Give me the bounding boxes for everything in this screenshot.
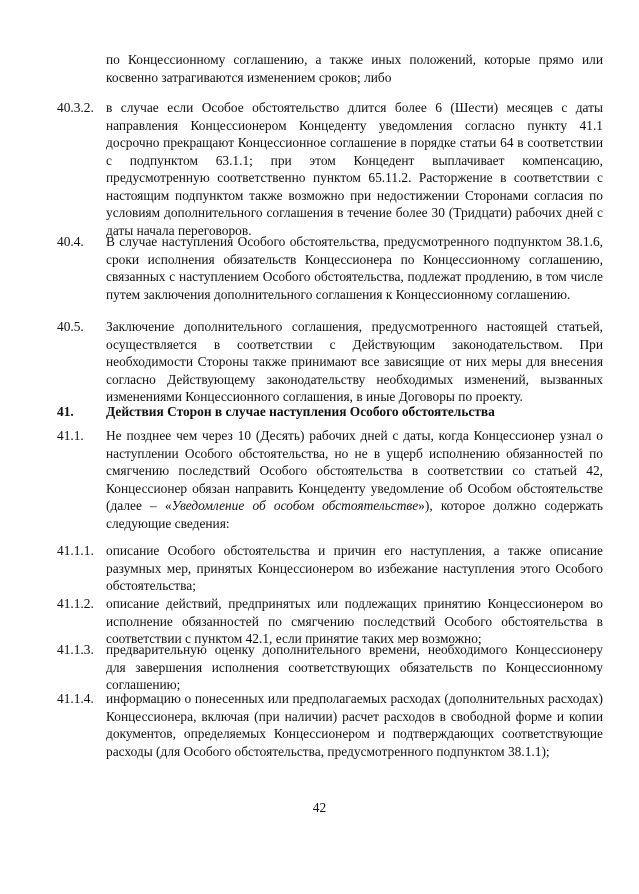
clause-text-part: Не позднее чем через 10 (Десять) рабочих дней с даты, когда Концессионер узнал о наступлении Особого обстоятельства, но не в ущерб исполнению обязанностей по смягчению последствий Особого обстоятельства в соответствии со статьей 42, Концессионер обязан направить Концеденту уведомление об Особом обстоятельстве (далее – «: [106, 428, 603, 513]
subclause-41-1-4: [57, 690, 603, 760]
clause-text: в случае если Особое обстоятельство длится более 6 (Шести) месяцев с даты направления Концессионером Концеденту уведомления согласно пункту 41.1 досрочно прекращают Концессионное соглашение в порядке статьи 64 в соответствии с подпунктом 63.1.1; при этом Концедент выплачивает компенсацию, предусмотренную соответственно пунктом 65.11.2. Расторжение в соответствии с настоящим подпунктом также возможно при недостижении Сторонами согласия по условиям дополнительного соглашения в течение более 30 (Тридцати) рабочих дней с даты начала переговоров.: [106, 100, 603, 238]
clause-number: 41.1.4.: [57, 691, 94, 706]
section-number: 41.: [57, 404, 74, 419]
clause-number: 40.4.: [57, 234, 84, 249]
intro-paragraph: по Концессионному соглашению, а также иных положений, которые прямо или косвенно затрагиваются изменением сроков; либо: [106, 52, 603, 85]
clause-text: описание Особого обстоятельства и причин его наступления, а также описание разумных мер, принятых Концессионером во избежание наступления этого Особого обстоятельства;: [106, 543, 603, 593]
subclause-41-1-2: [57, 595, 603, 648]
clause-number: 41.1.: [57, 428, 84, 443]
subclause-41-1-3: [57, 641, 603, 694]
page-number: 42: [312, 800, 327, 815]
clause-text: информацию о понесенных или предполагаемых расходах (дополнительных расходах) Концессионера, включая (при наличии) расчет расходов в свободной форме и копии документов, определяемых Концессионером и подтверждающих соответствующие расходы (для Особого обстоятельства, предусмотренного подпунктом 38.1.1);: [106, 691, 603, 759]
clause-40-5: [57, 318, 603, 406]
defined-term: Уведомление об особом обстоятельстве: [171, 498, 419, 513]
clause-number: 40.3.2.: [57, 100, 94, 115]
clause-number: 40.5.: [57, 319, 84, 334]
section-heading: Действия Сторон в случае наступления Особого обстоятельства: [106, 404, 495, 419]
clause-text: [106, 427, 603, 532]
clause-40-3-2: [57, 99, 603, 239]
clause-41-1: [57, 427, 603, 532]
clause-text-part: »), которое должно содержать следующие сведения:: [106, 498, 603, 531]
clause-number: 41.1.1.: [57, 543, 94, 558]
clause-text: В случае наступления Особого обстоятельства, предусмотренного подпунктом 38.1.6, сроки исполнения обязательств Концессионера по Концессионному соглашению, связанных с наступлением Особого обстоятельства, подлежат продлению, в том числе путем заключения дополнительного соглашения к Концессионному соглашению.: [106, 234, 603, 302]
clause-text: предварительную оценку дополнительного времени, необходимого Концессионеру для завершения исполнения соответствующих обязательств по Концессионному соглашению;: [106, 642, 603, 692]
clause-number: 41.1.2.: [57, 596, 94, 611]
subclause-41-1-1: [57, 542, 603, 595]
clause-number: 41.1.3.: [57, 642, 94, 657]
clause-text: Заключение дополнительного соглашения, предусмотренного настоящей статьей, осуществляется в соответствии с Действующим законодательством. При необходимости Стороны также принимают все зависящие от них меры для внесения согласно Действующему законодательству необходимых изменений, вызванных изменениями Концессионного соглашения, в иные Договоры по проекту.: [106, 319, 603, 404]
clause-40-4: [57, 233, 603, 303]
clause-text: описание действий, предпринятых или подлежащих принятию Концессионером во исполнение обязанностей по смягчению последствий Особого обстоятельства в соответствии с пунктом 42.1, если принятие таких мер возможно;: [106, 596, 603, 646]
